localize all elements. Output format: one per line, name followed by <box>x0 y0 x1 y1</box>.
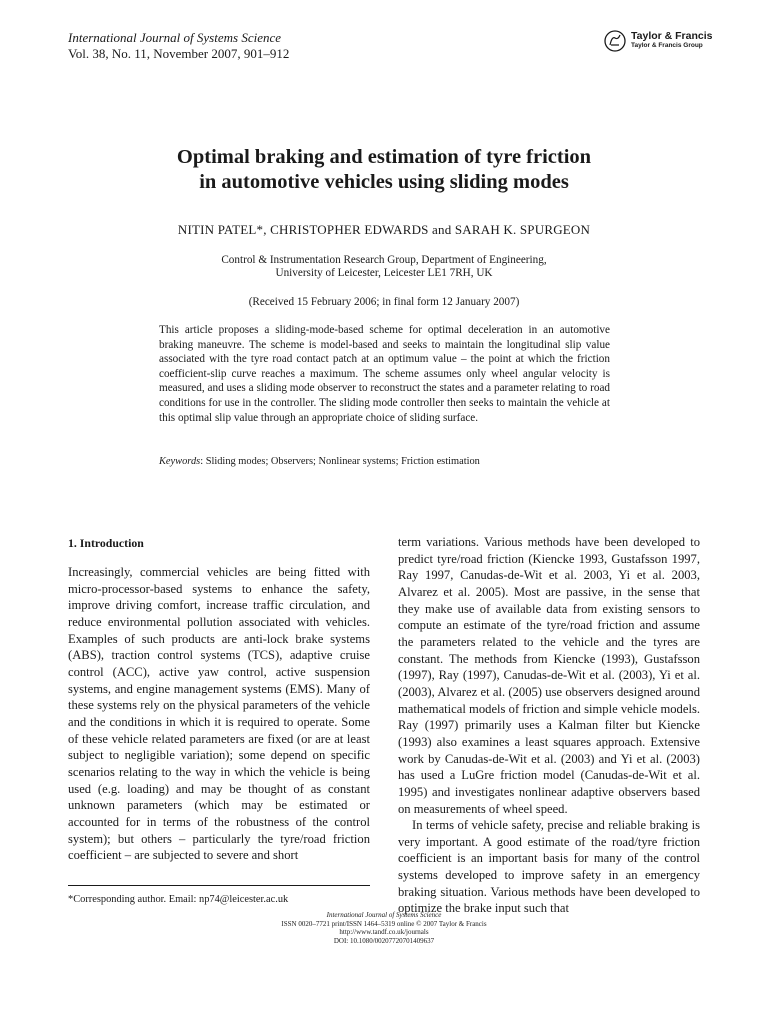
footer-url: http://www.tandf.co.uk/journals <box>339 928 429 937</box>
keywords-colon: : <box>200 456 206 467</box>
received-dates: (Received 15 February 2006; in final form 12 January 2007) <box>248 296 520 308</box>
affiliation-line-2: University of Leicester, Leicester LE1 7RH, UK <box>275 267 493 279</box>
title-line-1: Optimal braking and estimation of tyre friction <box>176 146 592 168</box>
publisher-logo-icon <box>604 30 626 52</box>
keywords-label: Keywords <box>159 456 201 467</box>
publisher-group: Taylor & Francis Group <box>631 42 703 49</box>
footnote: *Corresponding author. Email: np74@leicester.ac.uk <box>68 894 289 905</box>
right-paragraph-1: term variations. Various methods have been developed to predict tyre/road friction (Kiencke 1993, Gustafsson 1997, Ray 1997, Canudas-de-Wit et al. 2003, Yi et al. 2003, Alvarez et al. 2005). Most are passive, in the sense that they make use of available data from existing sensors to compute an estimate of the tyre/road friction and assume the parameters related to the vehicle and the tyres are constant. The methods from Kiencke (1993), Gustafsson (1997), Ray (1997), Canudas-de-Wit et al. (2003), Yi et al. (2003), Alvarez et al. (2005) use observers designed around mathematical models of friction and simple vehicle models. Ray (1997) primarily uses a Kalman filter but Kiencke (1993) also examines a least squares approach. Extensive work by Canudas-de-Wit et al. (2003) and Yi et al. (2003) has used a LuGre friction model (Canudas-de-Wit et al. 1995) and investigates nonlinear adaptive observers based on measurements of wheel speed. <box>398 535 700 816</box>
volume-info: Vol. 38, No. 11, November 2007, 901–912 <box>68 46 290 61</box>
footer-issn: ISSN 0020–7721 print/ISSN 1464–5319 online © 2007 Taylor & Francis <box>281 919 487 928</box>
keywords-text: Sliding modes; Observers; Nonlinear systems; Friction estimation <box>205 456 480 467</box>
affiliation <box>0 254 768 280</box>
paper-title <box>0 145 768 195</box>
footnote-divider <box>68 885 370 886</box>
section-title: 1. Introduction <box>68 536 144 550</box>
affiliation-line-1: Control & Instrumentation Research Group, Department of Engineering, <box>221 254 547 266</box>
journal-name: International Journal of Systems Science <box>68 30 282 45</box>
right-paragraph-2: In terms of vehicle safety, precise and reliable braking is very important. A good estimate of the road/tyre friction coefficient is an important basis for many of the control systems developed to improve safety in an emergency braking situation. Various methods have been developed to optimize the brake input such that <box>398 818 700 916</box>
left-column <box>68 536 370 864</box>
footer-doi: DOI: 10.1080/00207720701409637 <box>333 936 435 945</box>
authors: NITIN PATEL*, CHRISTOPHER EDWARDS and SARAH K. SPURGEON <box>177 222 591 237</box>
title-line-2: in automotive vehicles using sliding modes <box>199 171 569 193</box>
publisher-logo <box>604 30 713 52</box>
footer-journal: International Journal of Systems Science <box>326 911 442 919</box>
intro-paragraph: Increasingly, commercial vehicles are being fitted with micro-processor-based systems to enhance the safety, improve driving comfort, increase traffic circulation, and reduce environmental pollution associated with vehicles. Examples of such products are anti-lock brake systems (ABS), traction control systems (TCS), adaptive cruise control (ACC), active yaw control, active suspension systems, and engine management systems (EMS). Many of these systems rely on the physical parameters of the vehicle and the conditions in which it is required to operate. Some of these vehicle related parameters are fixed (or are at least subject to negligible variation); some depend on specific scenarios relating to the way in which the vehicle is being used (e.g. loading) and may be thought of as constant unknown parameters (which may be estimated or accounted for in terms of the robustness of the control system); but others – particularly the tyre/road friction coefficient – are subjected to severe and short <box>68 565 370 863</box>
abstract: This article proposes a sliding-mode-based scheme for optimal deceleration in an automotive braking maneuvre. The scheme is model-based and seeks to maintain the longitudinal slip value associated with the tyre road contact patch at an optimum value – the point at which the friction coefficient-slip curve reaches a maximum. The scheme assumes only wheel angular velocity is measured, and uses a sliding mode observer to reconstruct the states and a parameter relating to road conditions for use in the controller. The sliding mode controller then seeks to maintain the vehicle at this optimal slip value through an appropriate choice of sliding surface. <box>159 324 610 424</box>
keywords <box>159 455 480 468</box>
publisher-name: Taylor & Francis <box>631 30 713 42</box>
right-column <box>398 534 700 917</box>
page-footer <box>0 911 768 945</box>
